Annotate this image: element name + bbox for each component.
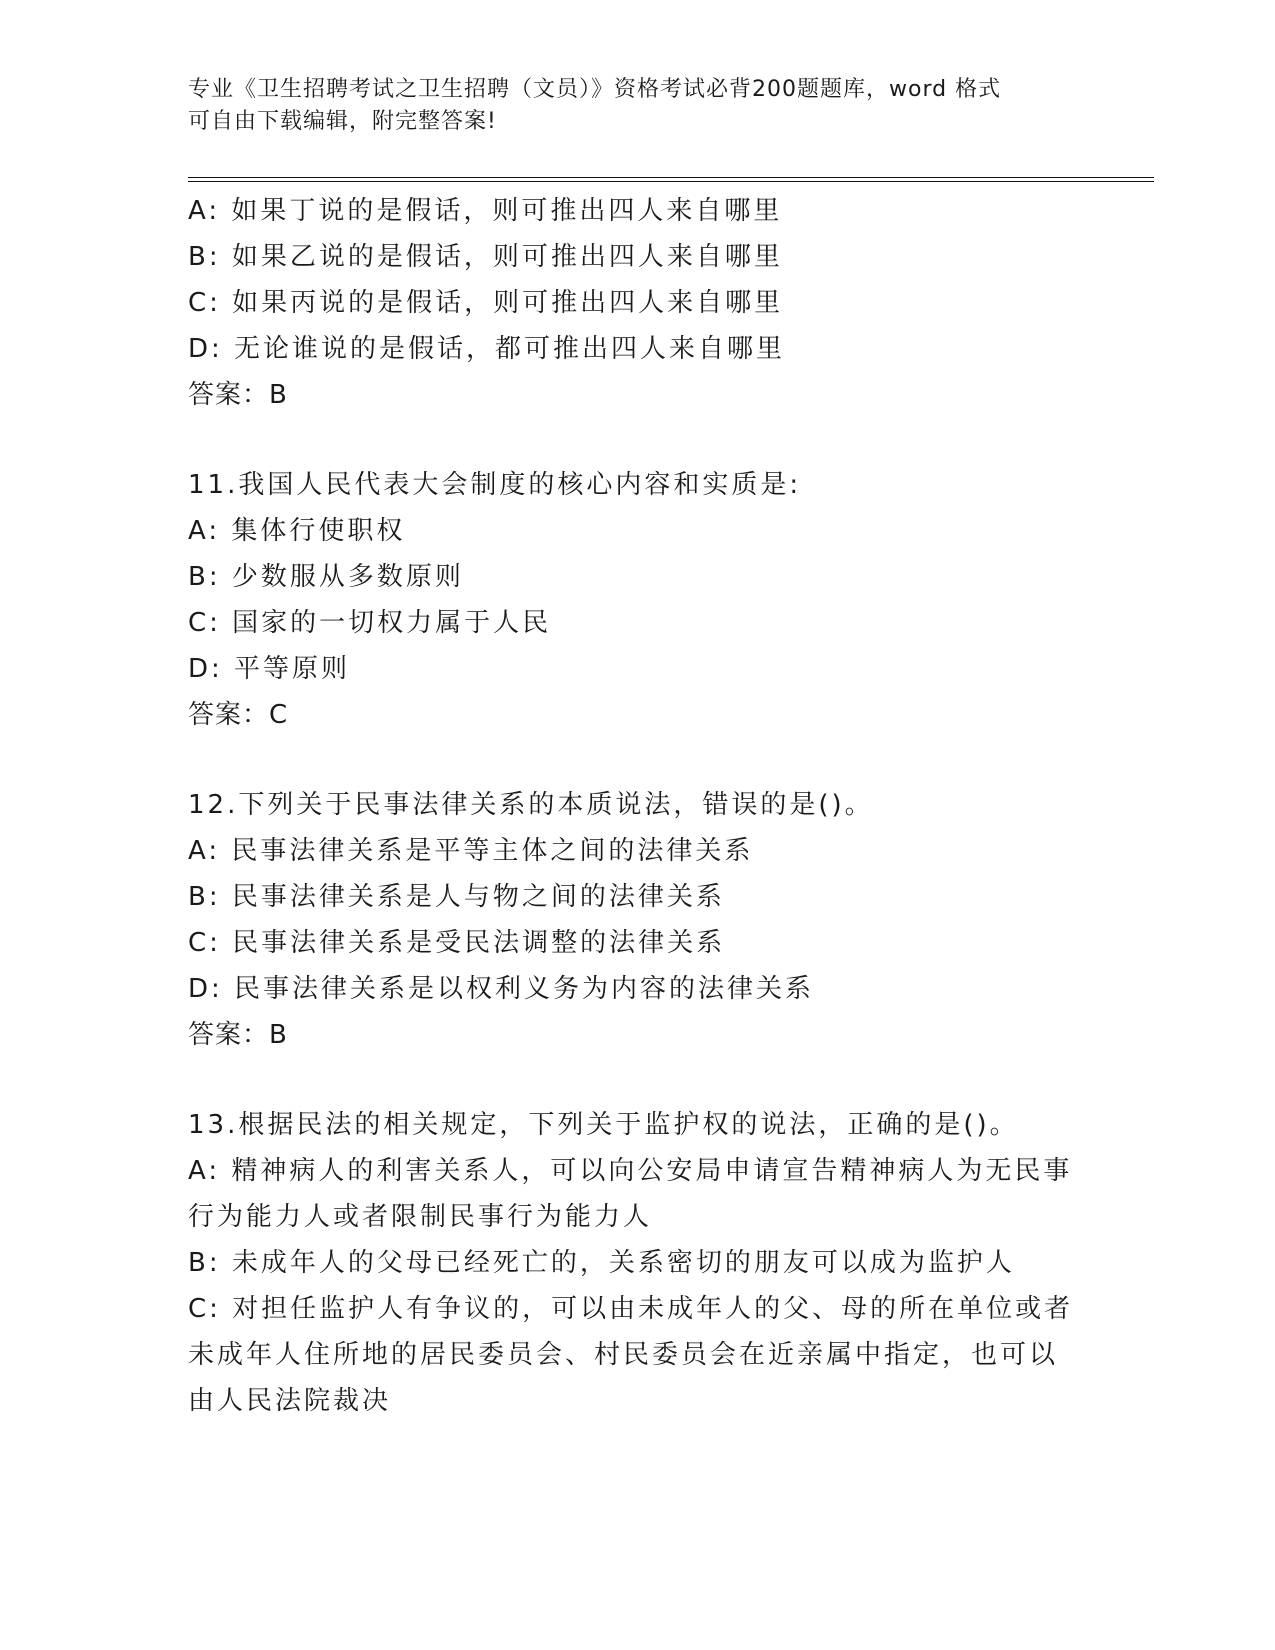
- q12-question: 12.下列关于民事法律关系的本质说法，错误的是()。: [188, 790, 874, 820]
- document-header: [188, 74, 1068, 138]
- q10-option-d: D: 无论谁说的是假话，都可推出四人来自哪里: [188, 334, 786, 364]
- question-10-block: [188, 188, 1088, 418]
- q10-option-b: B: 如果乙说的是假话，则可推出四人来自哪里: [188, 242, 783, 272]
- q13-option-c-line-3: 由人民法院裁决: [188, 1386, 392, 1416]
- question-12-block: [188, 782, 1088, 1058]
- q13-option-a-line-2: 行为能力人或者限制民事行为能力人: [188, 1202, 653, 1232]
- q11-option-a: A: 集体行使职权: [188, 516, 406, 546]
- q11-option-d: D: 平等原则: [188, 654, 351, 684]
- q11-option-c: C: 国家的一切权力属于人民: [188, 608, 552, 638]
- header-divider-top: [188, 177, 1154, 178]
- q12-option-b: B: 民事法律关系是人与物之间的法律关系: [188, 882, 725, 912]
- q13-question: 13.根据民法的相关规定，下列关于监护权的说法，正确的是()。: [188, 1110, 1019, 1140]
- q11-answer: 答案：C: [188, 700, 289, 730]
- q12-option-a: A: 民事法律关系是平等主体之间的法律关系: [188, 836, 754, 866]
- q10-option-c: C: 如果丙说的是假话，则可推出四人来自哪里: [188, 288, 784, 318]
- question-11-block: [188, 462, 1088, 738]
- q12-option-d: D: 民事法律关系是以权利义务为内容的法律关系: [188, 974, 815, 1004]
- q12-answer: 答案：B: [188, 1020, 288, 1050]
- question-13-block: [188, 1102, 1088, 1424]
- q12-option-c: C: 民事法律关系是受民法调整的法律关系: [188, 928, 726, 958]
- q13-option-c-line-2: 未成年人住所地的居民委员会、村民委员会在近亲属中指定，也可以: [188, 1340, 1059, 1370]
- q11-option-b: B: 少数服从多数原则: [188, 562, 464, 592]
- header-title-line-1: 专业《卫生招聘考试之卫生招聘（文员）》资格考试必背200题题库，word 格式: [188, 77, 1002, 102]
- q13-option-c-line-1: C: 对担任监护人有争议的，可以由未成年人的父、母的所在单位或者: [188, 1294, 1074, 1324]
- q11-question: 11.我国人民代表大会制度的核心内容和实质是:: [188, 470, 802, 500]
- q13-option-a-line-1: A: 精神病人的利害关系人，可以向公安局申请宣告精神病人为无民事: [188, 1156, 1073, 1186]
- q10-option-a: A: 如果丁说的是假话，则可推出四人来自哪里: [188, 196, 783, 226]
- document-body: [188, 188, 1088, 1424]
- q10-answer: 答案：B: [188, 380, 288, 410]
- q13-option-b: B: 未成年人的父母已经死亡的，关系密切的朋友可以成为监护人: [188, 1248, 1015, 1278]
- header-title-line-2: 可自由下载编辑，附完整答案!: [188, 109, 497, 134]
- header-divider-bottom: [188, 181, 1154, 182]
